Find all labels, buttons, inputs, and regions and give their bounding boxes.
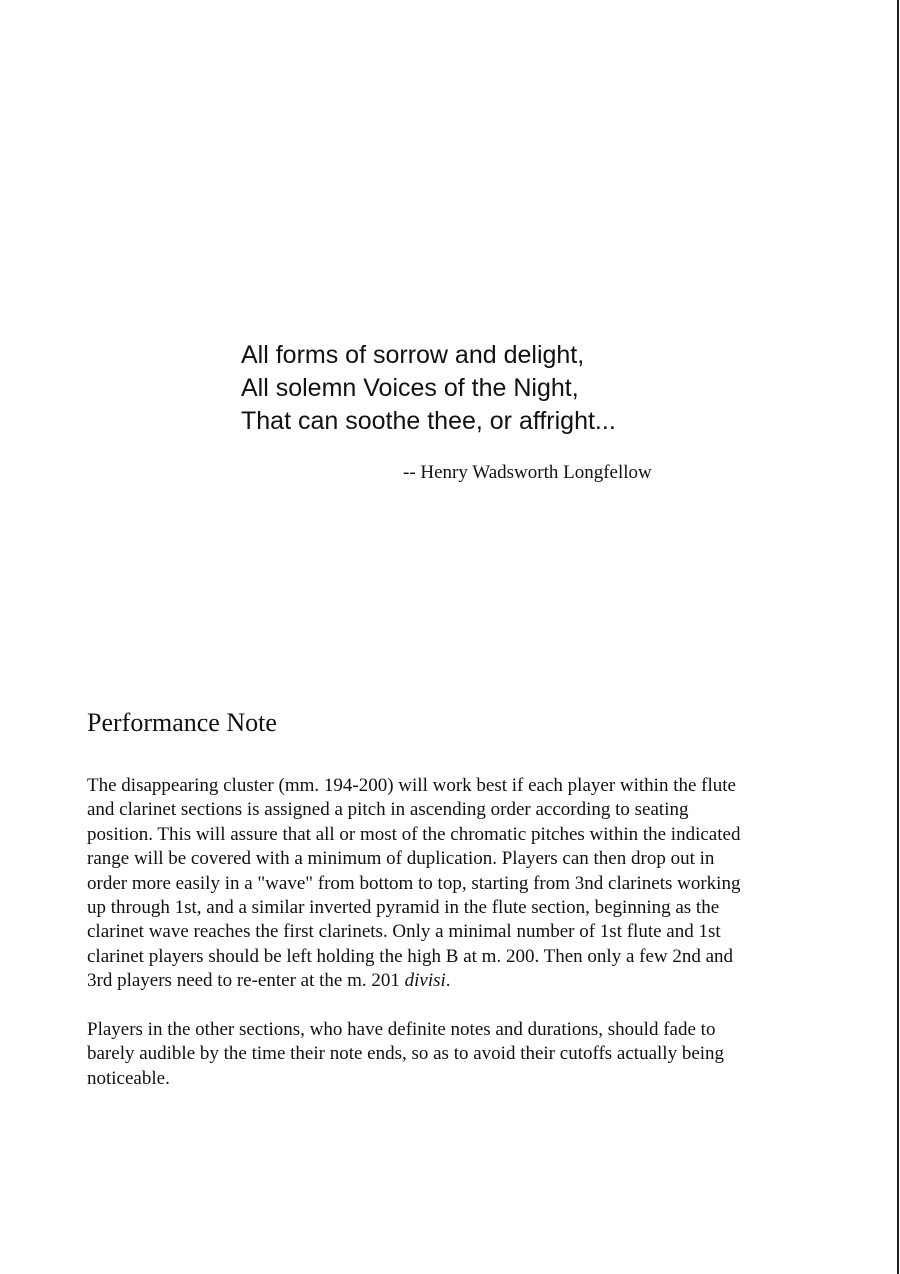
paragraph-line: and clarinet sections is assigned a pitch in ascending order according to seating — [87, 799, 689, 821]
italic-term-divisi: divisi — [404, 970, 446, 992]
poem-line: That can soothe thee, or affright... — [241, 407, 616, 435]
paragraph-line: barely audible by the time their note ends, so as to avoid their cutoffs actually being — [87, 1043, 725, 1065]
paragraph-end-punctuation: . — [445, 970, 451, 992]
paragraph-line-text: 3rd players need to re-enter at the m. 201 — [87, 970, 405, 992]
paragraph-line: noticeable. — [87, 1067, 170, 1089]
section-heading: Performance Note — [87, 708, 277, 737]
paragraph-line: up through 1st, and a similar inverted pyramid in the flute section, beginning as the — [87, 897, 720, 919]
paragraph-line: range will be covered with a minimum of duplication. Players can then drop out in — [87, 848, 715, 870]
paragraph-line: clarinet wave reaches the first clarinets. Only a minimal number of 1st flute and 1st — [87, 921, 721, 943]
paragraph-line: position. This will assure that all or most of the chromatic pitches within the indicated — [87, 823, 741, 845]
paragraph-line: order more easily in a "wave" from bottom to top, starting from 3nd clarinets working — [87, 872, 741, 894]
poem-line: All forms of sorrow and delight, — [241, 341, 585, 369]
paragraph-line: Players in the other sections, who have definite notes and durations, should fade to — [87, 1019, 716, 1040]
poem-attribution: -- Henry Wadsworth Longfellow — [403, 462, 652, 483]
paragraph-line: The disappearing cluster (mm. 194-200) will work best if each player within the flute — [87, 775, 736, 796]
poem-epigraph — [241, 339, 741, 438]
poem-line: All solemn Voices of the Night, — [241, 374, 579, 402]
paragraph-line: clarinet players should be left holding the high B at m. 200. Then only a few 2nd and — [87, 945, 734, 967]
performance-note-paragraph-2 — [87, 1018, 847, 1091]
paragraph-line-last — [87, 969, 847, 993]
performance-note-paragraph-1 — [87, 774, 847, 994]
